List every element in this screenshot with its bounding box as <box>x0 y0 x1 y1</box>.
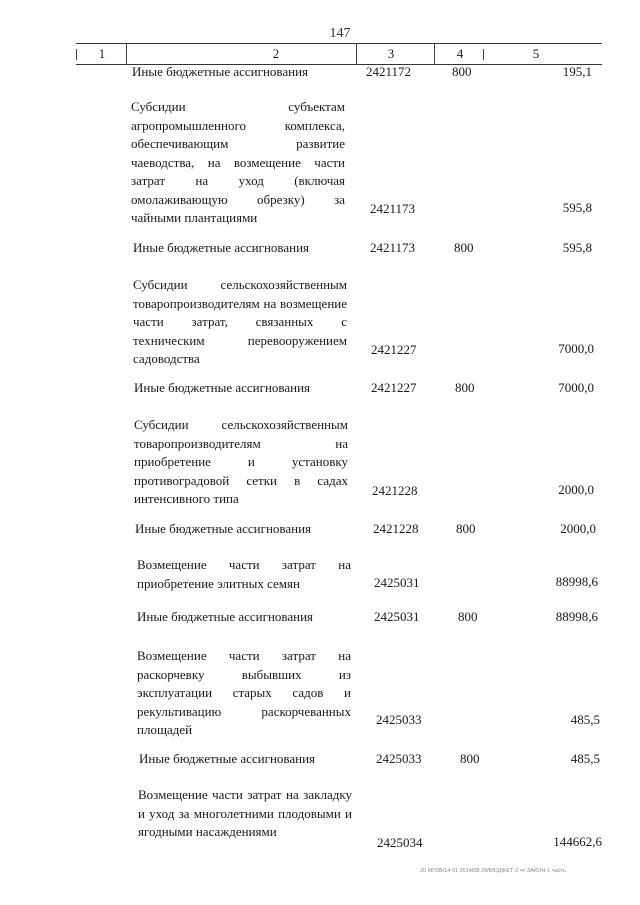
row-amount: 2000,0 <box>560 521 596 536</box>
row-amount: 595,8 <box>562 240 592 255</box>
row-description: Иные бюджетные ассигнования <box>132 64 309 79</box>
row-amount: 7000,0 <box>558 380 594 395</box>
row-code: 2425034 <box>377 835 423 850</box>
row-code: 2425033 <box>376 751 422 766</box>
row-code: 2425033 <box>376 712 422 727</box>
row-amount: 7000,0 <box>558 341 594 356</box>
row-description: Возмещение части затрат на приобретение элитных семян <box>137 557 351 591</box>
row-code: 2425031 <box>374 575 420 590</box>
row-code: 2421227 <box>371 380 417 395</box>
header-col-3: 3 <box>387 46 395 61</box>
row-description: Иные бюджетные ассигнования <box>139 751 316 766</box>
row-amount: 485,5 <box>570 712 600 727</box>
row-description: Возмещение части затрат на закладку и уход за многолетними плодовыми и ягодными насаждениями <box>138 787 352 839</box>
row-description: Иные бюджетные ассигнования <box>135 521 312 536</box>
row-code: 2421228 <box>373 521 419 536</box>
header-separator <box>76 49 77 60</box>
row-amount: 144662,6 <box>553 834 602 849</box>
row-description: Возмещение части затрат на раскорчевку выбывших из эксплуатации старых садов и рекультивацию раскорчеванных площадей <box>137 648 351 737</box>
row-expense-type: 800 <box>458 609 478 624</box>
row-description: Иные бюджетные ассигнования <box>137 609 314 624</box>
header-separator <box>434 44 435 64</box>
row-expense-type: 800 <box>452 64 472 79</box>
row-amount: 88998,6 <box>555 574 598 589</box>
row-code: 2421228 <box>372 483 418 498</box>
page-number: 147 <box>329 26 351 41</box>
header-separator <box>483 49 484 60</box>
row-amount: 2000,0 <box>558 482 594 497</box>
row-description: Иные бюджетные ассигнования <box>133 240 310 255</box>
row-expense-type: 800 <box>456 521 476 536</box>
header-col-1: 1 <box>98 46 106 61</box>
row-description: Субсидии субъектам агропромышленного комплекса, обеспечивающим развитие чаеводства, на возмещение части затрат на уход (включая омолаживающую обрезку) за чайными плантациями <box>131 99 345 225</box>
row-description: Субсидии сельскохозяйственным товаропроизводителям на приобретение и установку противоградовой сетки в садах интенсивного типа <box>134 417 348 506</box>
row-amount: 595,8 <box>562 200 592 215</box>
row-amount: 88998,6 <box>555 609 598 624</box>
table-header <box>76 43 602 65</box>
row-expense-type: 800 <box>460 751 480 766</box>
row-expense-type: 800 <box>455 380 475 395</box>
row-amount: 195,1 <box>562 64 592 79</box>
header-col-5: 5 <box>532 46 540 61</box>
row-code: 2421172 <box>366 64 412 79</box>
header-separator <box>356 44 357 64</box>
footer-reference: 20 МГОБ/14 01 2014/08 29/БЮДЖЕТ-2 чт-ЗАКОН-1 часть <box>420 868 566 874</box>
row-code: 2421173 <box>370 201 416 216</box>
row-amount: 485,5 <box>570 751 600 766</box>
row-description: Субсидии сельскохозяйственным товаропроизводителям на возмещение части затрат, связанных с техническим перевооружением садоводства <box>133 277 347 366</box>
header-col-4: 4 <box>456 46 464 61</box>
row-expense-type: 800 <box>454 240 474 255</box>
row-description: Иные бюджетные ассигнования <box>134 380 311 395</box>
row-code: 2421227 <box>371 342 417 357</box>
row-code: 2425031 <box>374 609 420 624</box>
row-code: 2421173 <box>370 240 416 255</box>
header-col-2: 2 <box>272 46 280 61</box>
